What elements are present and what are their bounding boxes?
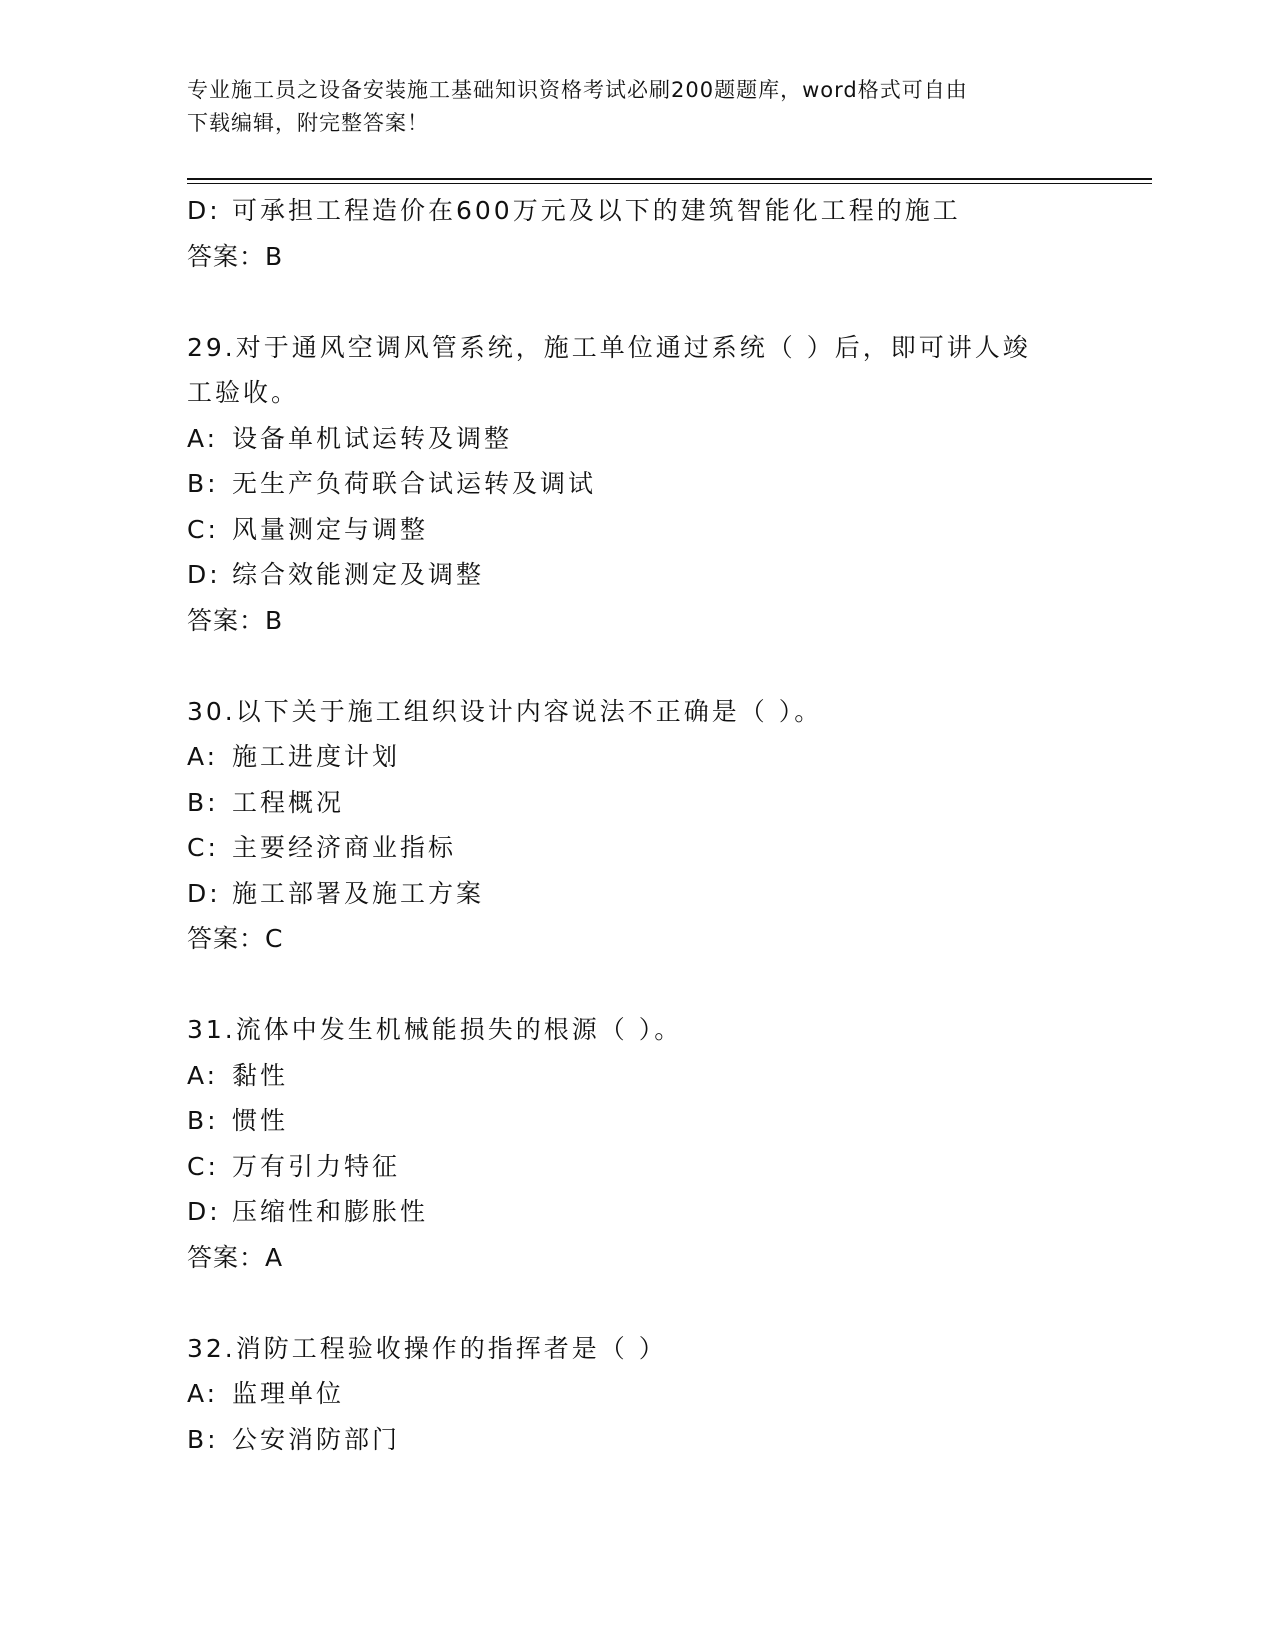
q31-stem: 31.流体中发生机械能损失的根源（ ）。 [187,1015,683,1044]
q30-stem: 30.以下关于施工组织设计内容说法不正确是（ ）。 [187,696,823,726]
header-line-1: 专业施工员之设备安装施工基础知识资格考试必刷200题题库，word格式可自由 [187,78,968,102]
q32-stem: 32.消防工程验收操作的指挥者是（ ） [187,1333,667,1363]
q31-option-d [187,1189,1152,1235]
option-text: 压缩性和膨胀性 [232,1197,429,1226]
option-text: 黏性 [232,1060,289,1090]
option-letter: D: [187,560,221,589]
q29-stem-line-1: 29.对于通风空调风管系统，施工单位通过系统（ ）后，即可讲人竣 [187,332,1031,362]
option-letter: B: [187,469,219,498]
option-text: 主要经济商业指标 [232,833,457,862]
option-text: 公安消防部门 [232,1424,401,1454]
header-rule-thick [187,178,1152,180]
q32-option-a [187,1371,1152,1417]
option-letter: B: [187,1424,219,1454]
spacer [187,643,1152,689]
q29-stem-line-2: 工验收。 [187,378,300,407]
q30-option-d [187,871,1152,917]
option-text: 施工部署及施工方案 [232,878,485,908]
option-text: 万有引力特征 [232,1151,401,1181]
header-line-2: 下载编辑，附完整答案！ [187,111,429,135]
spacer [187,279,1152,325]
spacer [187,1280,1152,1326]
option-letter: C: [187,1151,219,1181]
option-letter: C: [187,833,219,862]
option-letter: A: [187,742,219,771]
q31-option-a [187,1053,1152,1099]
option-letter: B: [187,787,219,817]
option-text: 可承担工程造价在600万元及以下的建筑智能化工程的施工 [232,196,961,225]
option-letter: D: [187,878,221,908]
q30-option-b [187,780,1152,826]
q30-answer: 答案：C [187,924,284,953]
q29-option-a [187,416,1152,462]
option-letter: D: [187,196,221,225]
q31-option-b [187,1098,1152,1144]
q29-option-b [187,461,1152,507]
prev-option-d [187,188,1152,234]
q31-option-c [187,1144,1152,1190]
q29-option-d [187,552,1152,598]
option-letter: A: [187,423,219,453]
option-letter: A: [187,1060,219,1090]
option-letter: B: [187,1106,219,1135]
option-letter: D: [187,1197,221,1226]
option-letter: A: [187,1379,219,1408]
prev-answer: 答案：B [187,241,284,271]
option-text: 惯性 [232,1106,289,1135]
document-body [187,188,1152,1462]
spacer [187,962,1152,1008]
q30-option-a [187,734,1152,780]
option-text: 无生产负荷联合试运转及调试 [232,469,597,498]
document-header [187,74,1087,140]
q29-answer: 答案：B [187,605,284,635]
q30-option-c [187,825,1152,871]
option-text: 综合效能测定及调整 [232,560,485,589]
option-text: 设备单机试运转及调整 [232,423,513,453]
option-text: 工程概况 [232,787,345,817]
option-text: 风量测定与调整 [232,514,429,544]
q29-option-c [187,507,1152,553]
header-rule-thin [187,183,1152,184]
option-text: 施工进度计划 [232,742,401,771]
q31-answer: 答案：A [187,1242,284,1272]
option-text: 监理单位 [232,1379,345,1408]
option-letter: C: [187,514,219,544]
q32-option-b [187,1417,1152,1463]
